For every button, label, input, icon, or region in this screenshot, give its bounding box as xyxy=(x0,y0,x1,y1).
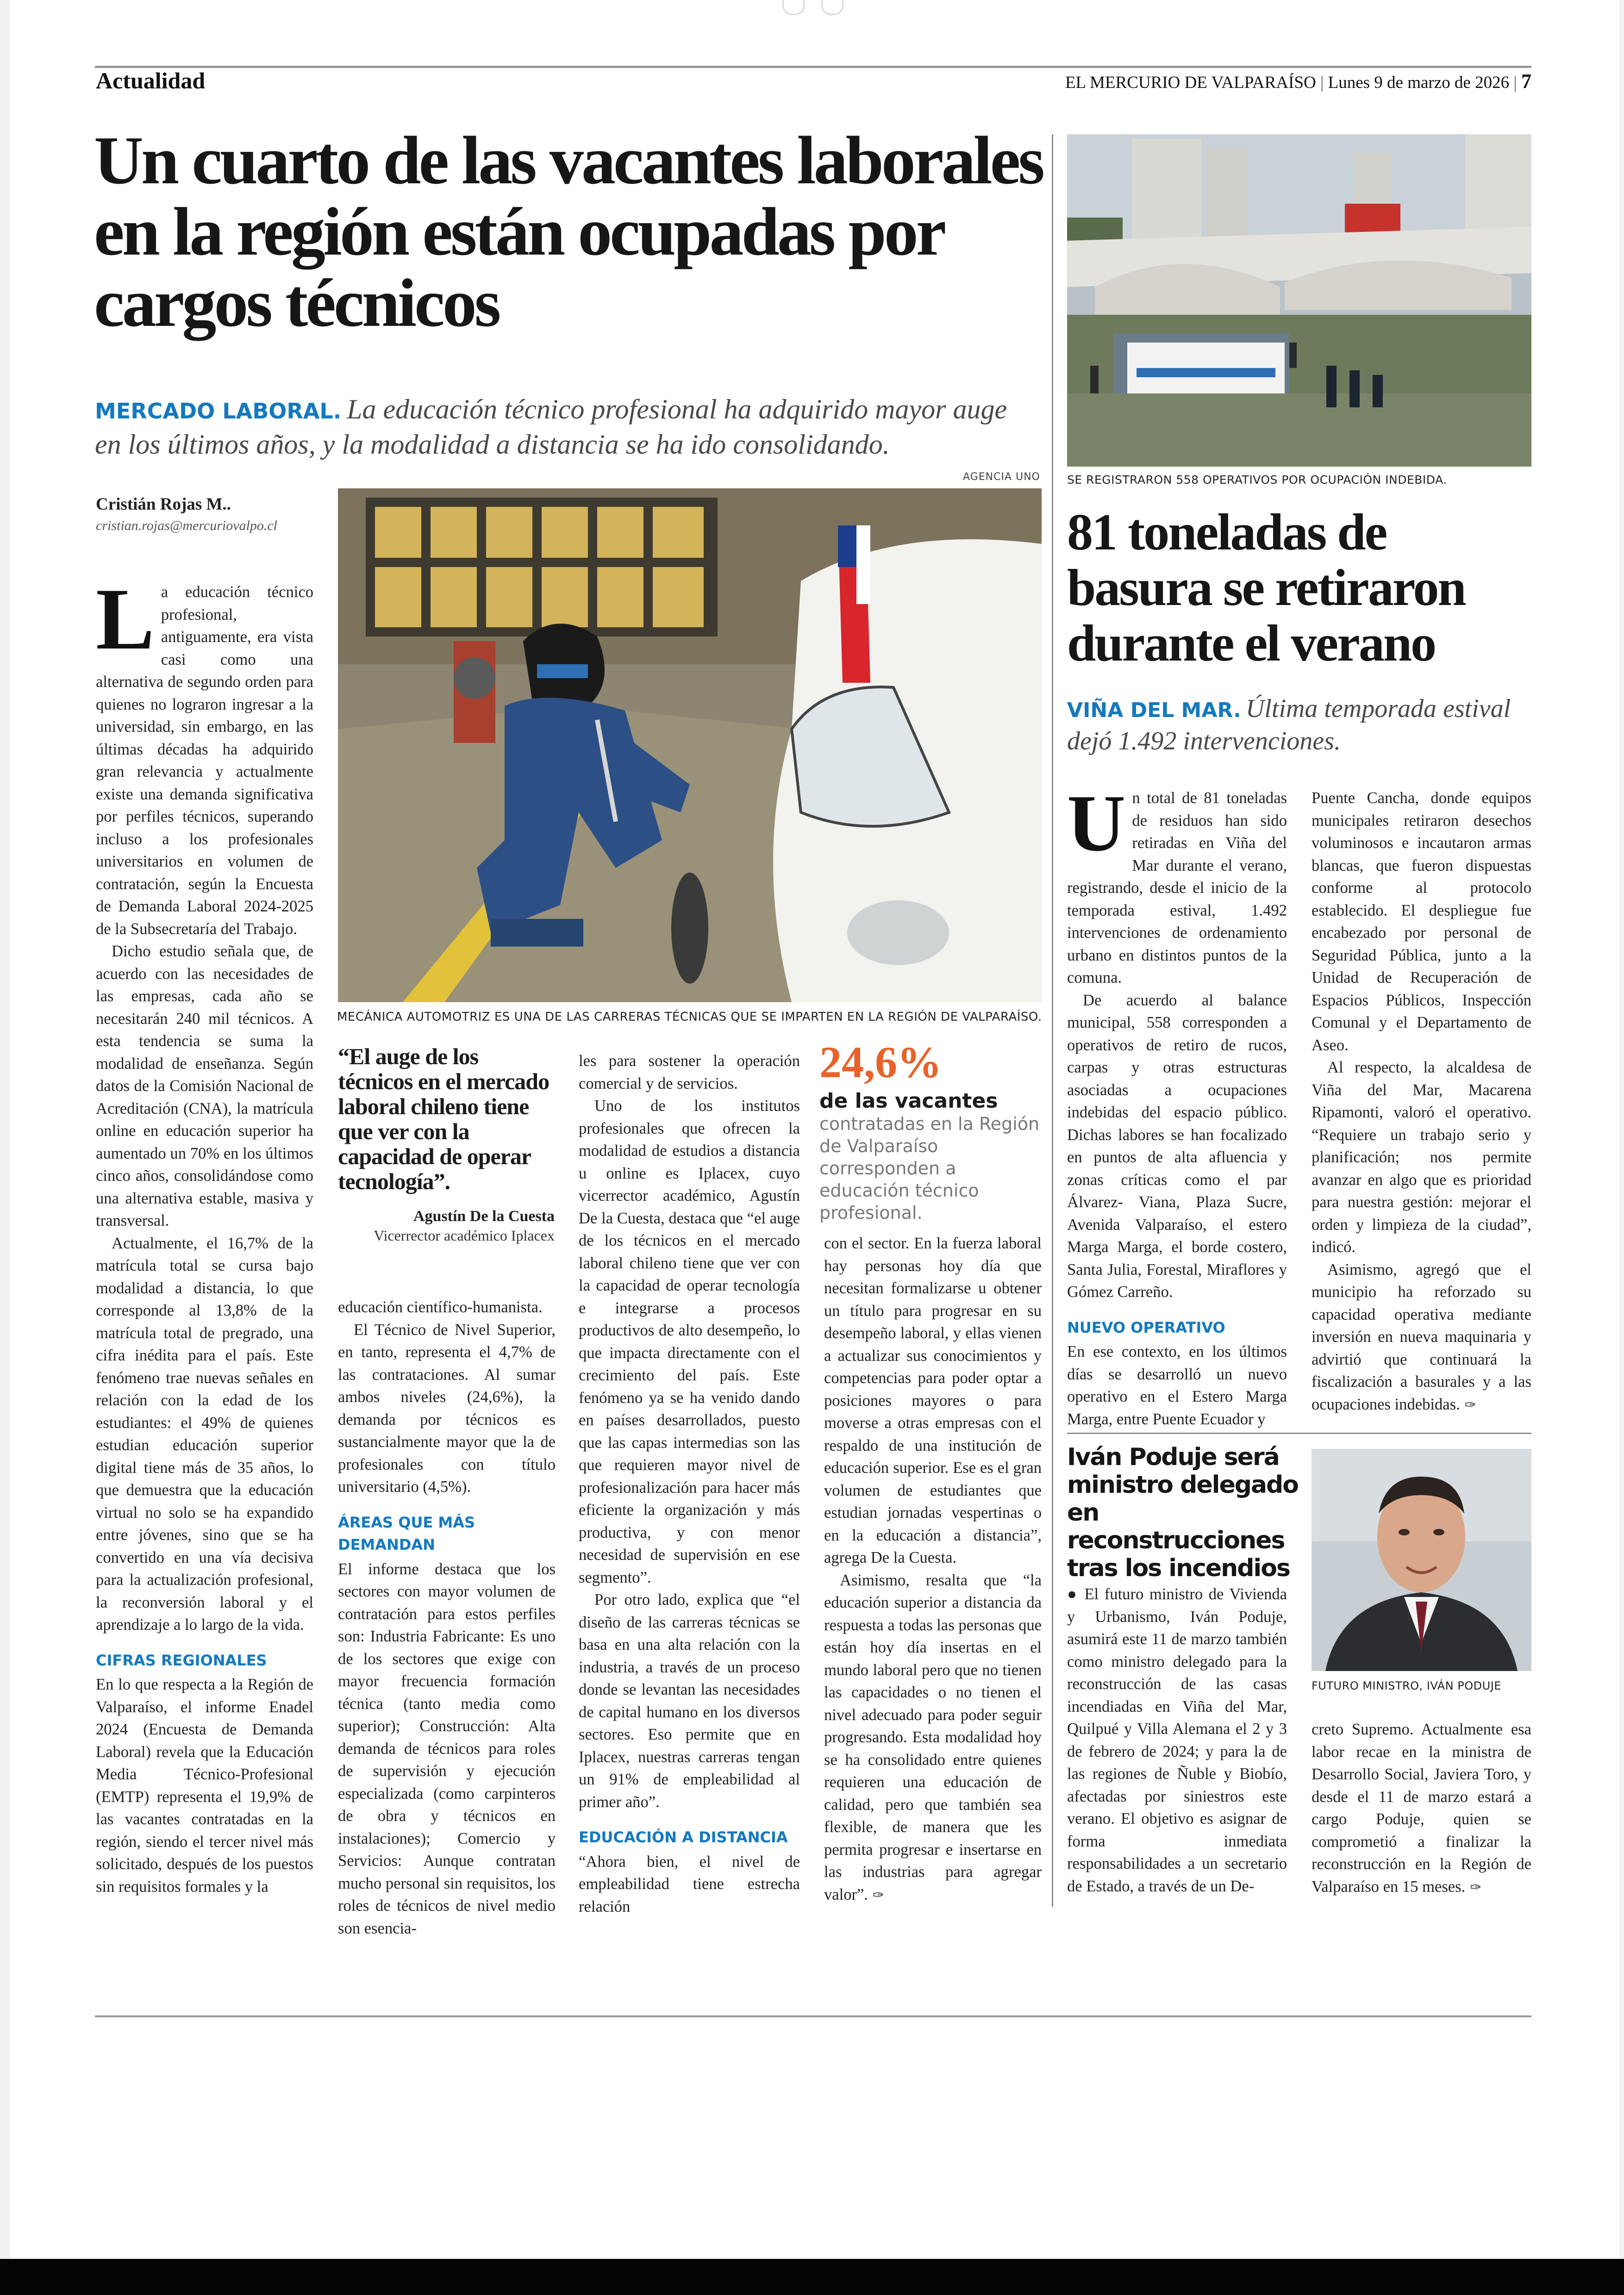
side-kicker-tag: VIÑA DEL MAR. xyxy=(1067,698,1241,722)
subheading: EDUCACIÓN A DISTANCIA xyxy=(579,1828,788,1846)
paragraph: con el sector. En la fuerza laboral hay personas hoy día que necesitan formalizarse u obtener un título para progresar en su desempeño laboral, y ellas vienen a actualizar sus conocimientos y competencias para poder optar a posiciones mayores o para moverse a otras empresas con el respaldo de una institución de educación superior. Ese es el gran volumen de estudiantes que estudian jornadas vespertinas o en la educación a distancia”, agrega De la Cuesta. xyxy=(824,1235,1042,1566)
main-headline: Un cuarto de las vacantes laborales en la región están ocupadas por cargos técnicos xyxy=(94,123,1043,341)
dropcap: L xyxy=(96,571,155,668)
end-mark-icon: ✑ xyxy=(1470,1879,1482,1896)
page-dot[interactable] xyxy=(782,0,805,15)
kicker-tag: MERCADO LABORAL. xyxy=(95,399,342,424)
side-column-2 xyxy=(1312,787,1531,1416)
byline xyxy=(96,494,277,534)
column-divider xyxy=(1052,134,1053,1907)
main-kicker xyxy=(95,393,1039,461)
end-mark-icon: ✑ xyxy=(873,1887,885,1903)
side-headline: 81 toneladas de basura se retiraron durante el verano xyxy=(1067,504,1465,672)
stat-description: de las vacantes contratadas en la Región de Valparaíso corresponden a educación técnico profesional. xyxy=(819,1089,1040,1223)
side-kicker-text: Última temporada estival dejó 1.492 intervenciones. xyxy=(1067,694,1511,755)
stat-bold: de las vacantes xyxy=(819,1089,998,1113)
paragraph: creto Supremo. Actualmente esa labor recae en la ministra de Desarrollo Social, Javiera Toro, y desde el 11 de marzo estará a cargo Poduje, quien se comprometió a finalizar la reconstrucción en la Región de Valparaíso en 15 meses. ✑ xyxy=(1312,1721,1531,1896)
viewer-bottom-bar xyxy=(0,2259,1624,2295)
photo-credit: AGENCIA UNO xyxy=(963,471,1040,483)
stat-highlight xyxy=(819,1039,1042,1224)
main-column-2 xyxy=(338,1296,556,1940)
paragraph: “Ahora bien, el nivel de empleabilidad tiene estrecha relación xyxy=(579,1852,800,1915)
mechanic-photo xyxy=(338,488,1042,1002)
header-rule xyxy=(95,66,1531,68)
paragraph: les para sostener la operación comercial y de servicios. xyxy=(579,1052,800,1092)
paragraph: El informe destaca que los sectores con mayor volumen de contratación para estos perfiles son: Industria Fabricante: Es uno de los sectores que exige con mayor frecuencia formación técnica (tanto media como superior); Construcción: Alta demanda de técnicos para roles de supervisión y ejecución especializada (como carpinteros de obra y técnicos en instalaciones); Comercio y Servicios: Aunque contratan mucho personal sin requisitos, los roles de técnicos de nivel medio son esencia- xyxy=(338,1560,556,1937)
bullet-icon: ● xyxy=(1067,1585,1085,1603)
paragraph: educación científico-humanista. xyxy=(338,1298,543,1316)
paragraph: Por otro lado, explica que “el diseño de las carreras técnicas se basa en una alta relación con la industria, a través de un proceso donde se levantan las necesidades de capital humano en los diversos sectores. Eso permite que en Iplacex, nuestras carreras tengan un 91% de empleabilidad al primer año”. xyxy=(579,1591,800,1811)
scan-edge-left xyxy=(0,0,10,2259)
subheading: ÁREAS QUE MÁS DEMANDAN xyxy=(338,1513,475,1553)
author-name: Cristián Rojas M.. xyxy=(96,495,231,514)
side-kicker xyxy=(1067,693,1531,756)
paragraph: Actualmente, el 16,7% de la matrícula total se cursa bajo modalidad a distancia, lo que corresponde al 13,8% de la matrícula total de pregrado, una cifra inédita para el país. Este fenómeno trae nuevas señales en relación con la edad de los estudiantes: el 49% de quienes estudian educación superior digital tiene más de 35 años, lo que demuestra que la educación virtual no solo se ha expandido entre jóvenes, sino que se ha convertido en una vía decisiva para la actualización profesional, la reconversión laboral y el aprendizaje a lo largo de la vida. xyxy=(96,1234,313,1634)
pull-quote xyxy=(338,1044,555,1244)
quote-text: “El auge de los técnicos en el mercado laboral chileno tiene que ver con la capacidad de operar tecnología”. xyxy=(338,1043,550,1194)
kicker-text: La educación técnico profesional ha adquirido mayor auge en los últimos años, y la modalidad a distancia se ha ido consolidando. xyxy=(95,394,1007,460)
bridge-illustration xyxy=(1067,134,1531,467)
issue-date: Lunes 9 de marzo de 2026 xyxy=(1328,73,1510,92)
brief-photo-caption: FUTURO MINISTRO, IVÁN PODUJE xyxy=(1312,1679,1501,1692)
side-column-1 xyxy=(1067,778,1287,1430)
paragraph: Puente Cancha, donde equipos municipales retiraron desechos voluminosos e incautaron armas blancas, que fueron dispuestas conforme al protocolo establecido. El despliegue fue encabezado por personal de Seguridad Pública, junto a la Unidad de Recuperación de Espacios Públicos, Inspección Comunal y el Departamento de Aseo. xyxy=(1312,789,1531,1054)
main-column-3 xyxy=(579,1050,800,1918)
quote-role: Vicerrector académico Iplacex xyxy=(374,1227,555,1244)
mechanic-illustration xyxy=(338,488,1042,1002)
portrait-illustration xyxy=(1312,1449,1531,1671)
page-header-info xyxy=(1065,69,1531,93)
section-label: Actualidad xyxy=(96,68,206,94)
paragraph: En ese contexto, en los últimos días se desarrolló un nuevo operativo en el Estero Marga Marga, entre Puente Ecuador y xyxy=(1067,1343,1287,1428)
subheading: NUEVO OPERATIVO xyxy=(1067,1318,1225,1336)
bottom-rule xyxy=(95,2015,1531,2017)
brief-divider xyxy=(1067,1433,1531,1434)
paragraph: Al respecto, la alcaldesa de Viña del Mar, Macarena Ripamonti, valoró el operativo. “Requiere un trabajo serio y planificación; nos permite avanzar en algo que es prioridad para nuestra gestión: mejorar el orden y limpieza de la ciudad”, indicó. xyxy=(1312,1059,1531,1256)
paragraph: Asimismo, resalta que “la educación superior a distancia da respuesta a todas las personas que están hoy día insertas en el mundo laboral pero que no tienen las capacidades o no tienen el nivel adecuado para poder seguir progresando. Esta modalidad hoy se ha consolidado entre quienes requieren una educación de calidad, pero que también sea flexible, de manera que les permita progresar e insertarse en las industrias para agregar valor”. ✑ xyxy=(824,1571,1042,1903)
main-column-4 xyxy=(824,1232,1042,1907)
separator: | xyxy=(1320,73,1328,92)
main-column-1 xyxy=(96,571,313,1898)
paragraph: ● El futuro ministro de Vivienda y Urbanismo, Iván Poduje, asumirá este 11 de marzo también como ministro delegado para la reconstrucción de las casas incendiadas en Viña del Mar, Quilpué y Villa Alemana el 2 y 3 de febrero de 2024; y para la de las regiones de Ñuble y Biobío, afectadas por siniestros este verano. El objetivo es asignar de forma inmediata responsabilidades a un secretario de Estado, a través de un De- xyxy=(1067,1585,1287,1895)
paragraph: La educación técnico profesional, antiguamente, era vista casi como una alternativa de segundo orden para quienes no lograron ingresar a la universidad, sin embargo, en las últimas décadas ha adquirido gran relevancia y actualmente existe una demanda significativa por perfiles técnicos, superando incluso a los profesionales universitarios en volumen de contratación, según la Encuesta de Demanda Laboral 2024-2025 de la Subsecretaría del Trabajo. xyxy=(96,571,313,938)
side-dropcap: U xyxy=(1067,778,1126,868)
paragraph: De acuerdo al balance municipal, 558 corresponden a operativos de retiro de rucos, carpas y otras estructuras asociadas a ocupaciones indebidas del espacio público. Dichas labores se han focalizado en puntos de alta afluencia y zonas críticas como el par Álvarez- Viana, Plaza Sucre, Avenida Valparaíso, el estero Marga Marga, el borde costero, Santa Julia, Forestal, Miraflores y Gómez Carreño. xyxy=(1067,991,1287,1301)
brief-column-2 xyxy=(1312,1718,1531,1899)
brief-headline: Iván Poduje será ministro delegado en reconstrucciones tras los incendios xyxy=(1067,1443,1298,1582)
paragraph: Un total de 81 toneladas de residuos han sido retiradas en Viña del Mar durante el verano, registrando, desde el inicio de la temporada estival, 1.492 intervenciones de ordenamiento urbano en distintos puntos de la comuna. xyxy=(1067,778,1287,986)
bridge-photo xyxy=(1067,134,1531,467)
paragraph: Uno de los institutos profesionales que ofrecen la modalidad de estudios a distancia u online es Iplacex, cuyo vicerrector académico, Agustín De la Cuesta, destaca que “el auge de los técnicos en el mercado laboral chileno tiene que ver con la capacidad de operar tecnología e integrarse a procesos productivos de alto desempeño, lo que impacta directamente con el crecimiento del país. Este fenómeno ya se ha venido dando en países desarrollados, puesto que las capas intermedias son las que requieren mayor nivel de profesionalización para hacer más eficiente la organización y más productiva, y con menor necesidad de supervisión en ese segmento”. xyxy=(579,1097,800,1586)
author-email[interactable]: cristian.rojas@mercuriovalpo.cl xyxy=(96,518,278,533)
page-dot[interactable] xyxy=(821,0,843,15)
scan-edge-right xyxy=(1619,0,1624,2259)
page-indicator xyxy=(782,0,843,15)
subheading: CIFRAS REGIONALES xyxy=(96,1651,267,1669)
paper-name: EL MERCURIO DE VALPARAÍSO xyxy=(1065,73,1316,92)
page-number: 7 xyxy=(1521,70,1531,93)
end-mark-icon: ✑ xyxy=(1464,1397,1476,1413)
stat-number: 24,6% xyxy=(819,1037,942,1087)
photo-caption: MECÁNICA AUTOMOTRIZ ES UNA DE LAS CARRERAS TÉCNICAS QUE SE IMPARTEN EN LA REGIÓN DE VALPARAÍSO. xyxy=(337,1010,1042,1024)
brief-column-1 xyxy=(1067,1583,1287,1897)
paragraph: En lo que respecta a la Región de Valparaíso, el informe Enadel 2024 (Encuesta de Demanda Laboral) revela que la Educación Media Técnico-Profesional (EMTP) representa el 19,9% de las vacantes contratadas en la región, siendo el tercer nivel más solicitado, después de los puestos sin requisitos formales y la xyxy=(96,1676,313,1896)
poduje-portrait xyxy=(1312,1449,1531,1671)
paragraph: Asimismo, agregó que el municipio ha reforzado su capacidad operativa mediante inversión en nueva maquinaria y advirtió que continuará la fiscalización a basurales y a las ocupaciones indebidas. ✑ xyxy=(1312,1260,1531,1413)
paragraph: Dicho estudio señala que, de acuerdo con las necesidades de las empresas, cada año se necesitarán 240 mil técnicos. A esta tendencia se suma la modalidad de enseñanza. Según datos de la Comisión Nacional de Acreditación (CNA), la matrícula online en educación superior ha aumentado un 70% en los últimos cinco años, consolidándose como una alternativa estable, masiva y transversal. xyxy=(96,942,313,1229)
side-photo-caption: SE REGISTRARON 558 OPERATIVOS POR OCUPACIÓN INDEBIDA. xyxy=(1067,473,1447,486)
separator: | xyxy=(1513,73,1521,92)
quote-author: Agustín De la Cuesta xyxy=(413,1208,555,1225)
paragraph: El Técnico de Nivel Superior, en tanto, representa el 4,7% de las contrataciones. Al sumar ambos niveles (24,6%), la demanda por técnicos es sustancialmente mayor que la de profesionales con título universitario (4,5%). xyxy=(338,1321,556,1496)
